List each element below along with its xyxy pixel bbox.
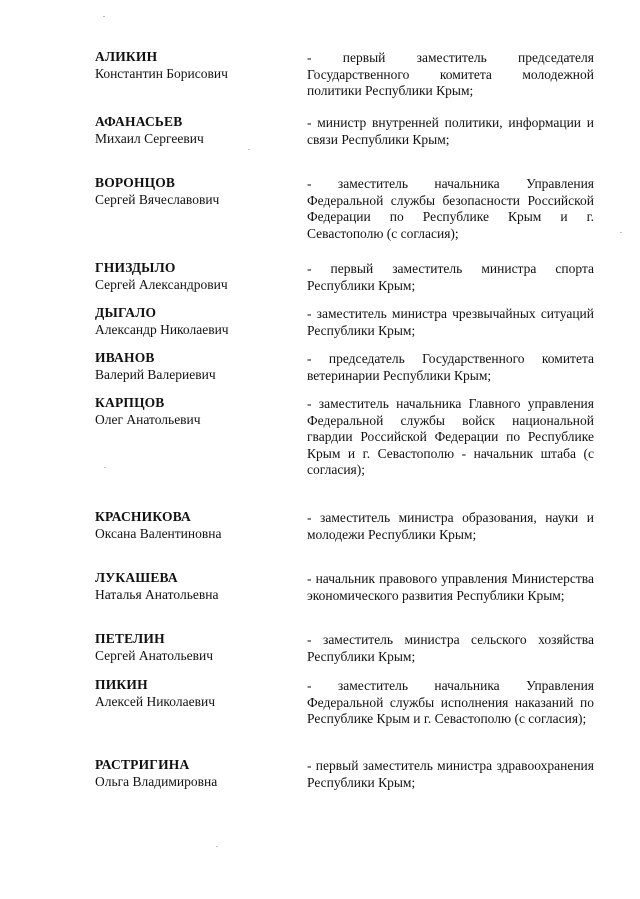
surname: КРАСНИКОВА (95, 509, 191, 524)
position-description: - первый заместитель министра спорта Республики Крым; (307, 261, 594, 293)
given-name: Сергей Вячеславович (95, 192, 220, 207)
person-name (95, 676, 295, 710)
person-name (95, 304, 295, 338)
position-description: - заместитель начальника Главного управления Федеральной службы войск национальной гвардии Российской Федерации по Республике Крым и г. Севастополю - начальник штаба (с согласия); (307, 396, 594, 477)
surname: ДЫГАЛО (95, 305, 157, 320)
surname: АФАНАСЬЕВ (95, 114, 183, 129)
given-name: Сергей Александрович (95, 277, 228, 292)
person-name (95, 174, 295, 208)
person-name (95, 349, 295, 383)
scan-speck (216, 846, 218, 847)
person-name (95, 394, 295, 428)
surname: ГНИЗДЫЛО (95, 260, 176, 275)
person-name (95, 48, 295, 82)
position-description: - заместитель начальника Управления Федеральной службы исполнения наказаний по Республике Крым и г. Севастополю (с согласия); (307, 678, 594, 726)
position-description: - заместитель министра сельского хозяйства Республики Крым; (307, 632, 594, 664)
surname: КАРПЦОВ (95, 395, 165, 410)
given-name: Наталья Анатольевна (95, 587, 219, 602)
position-description: - первый заместитель председателя Государственного комитета молодежной политики Республики Крым; (307, 50, 594, 98)
surname: ЛУКАШЕВА (95, 570, 178, 585)
person-name (95, 569, 295, 603)
given-name: Михаил Сергеевич (95, 131, 204, 146)
position-description: - начальник правового управления Министерства экономического развития Республики Крым; (307, 571, 594, 603)
person-name (95, 756, 295, 790)
person-name (95, 259, 295, 293)
position-description: - заместитель министра чрезвычайных ситуаций Республики Крым; (307, 306, 594, 338)
given-name: Ольга Владимировна (95, 774, 218, 789)
surname: ИВАНОВ (95, 350, 155, 365)
given-name: Сергей Анатольевич (95, 648, 214, 663)
surname: РАСТРИГИНА (95, 757, 190, 772)
person-name (95, 113, 295, 147)
given-name: Александр Николаевич (95, 322, 229, 337)
given-name: Константин Борисович (95, 66, 228, 81)
given-name: Олег Анатольевич (95, 412, 201, 427)
scan-speck (104, 467, 106, 468)
position-description: - заместитель министра образования, науки и молодежи Республики Крым; (307, 510, 594, 542)
surname: ПИКИН (95, 677, 148, 692)
surname: ВОРОНЦОВ (95, 175, 176, 190)
scan-speck (248, 149, 250, 150)
surname: АЛИКИН (95, 49, 158, 64)
surname: ПЕТЕЛИН (95, 631, 165, 646)
position-description: - заместитель начальника Управления Федеральной службы безопасности Российской Федерации по Республике Крым и г. Севастополю (с согласия); (307, 176, 594, 241)
given-name: Оксана Валентиновна (95, 526, 222, 541)
scan-speck (620, 232, 622, 233)
position-description: - председатель Государственного комитета ветеринарии Республики Крым; (307, 351, 594, 383)
given-name: Валерий Валериевич (95, 367, 216, 382)
position-description: - министр внутренней политики, информации и связи Республики Крым; (307, 115, 594, 147)
given-name: Алексей Николаевич (95, 694, 215, 709)
position-description: - первый заместитель министра здравоохранения Республики Крым; (307, 758, 594, 790)
scan-speck (103, 16, 105, 17)
person-name (95, 508, 295, 542)
person-name (95, 630, 295, 664)
